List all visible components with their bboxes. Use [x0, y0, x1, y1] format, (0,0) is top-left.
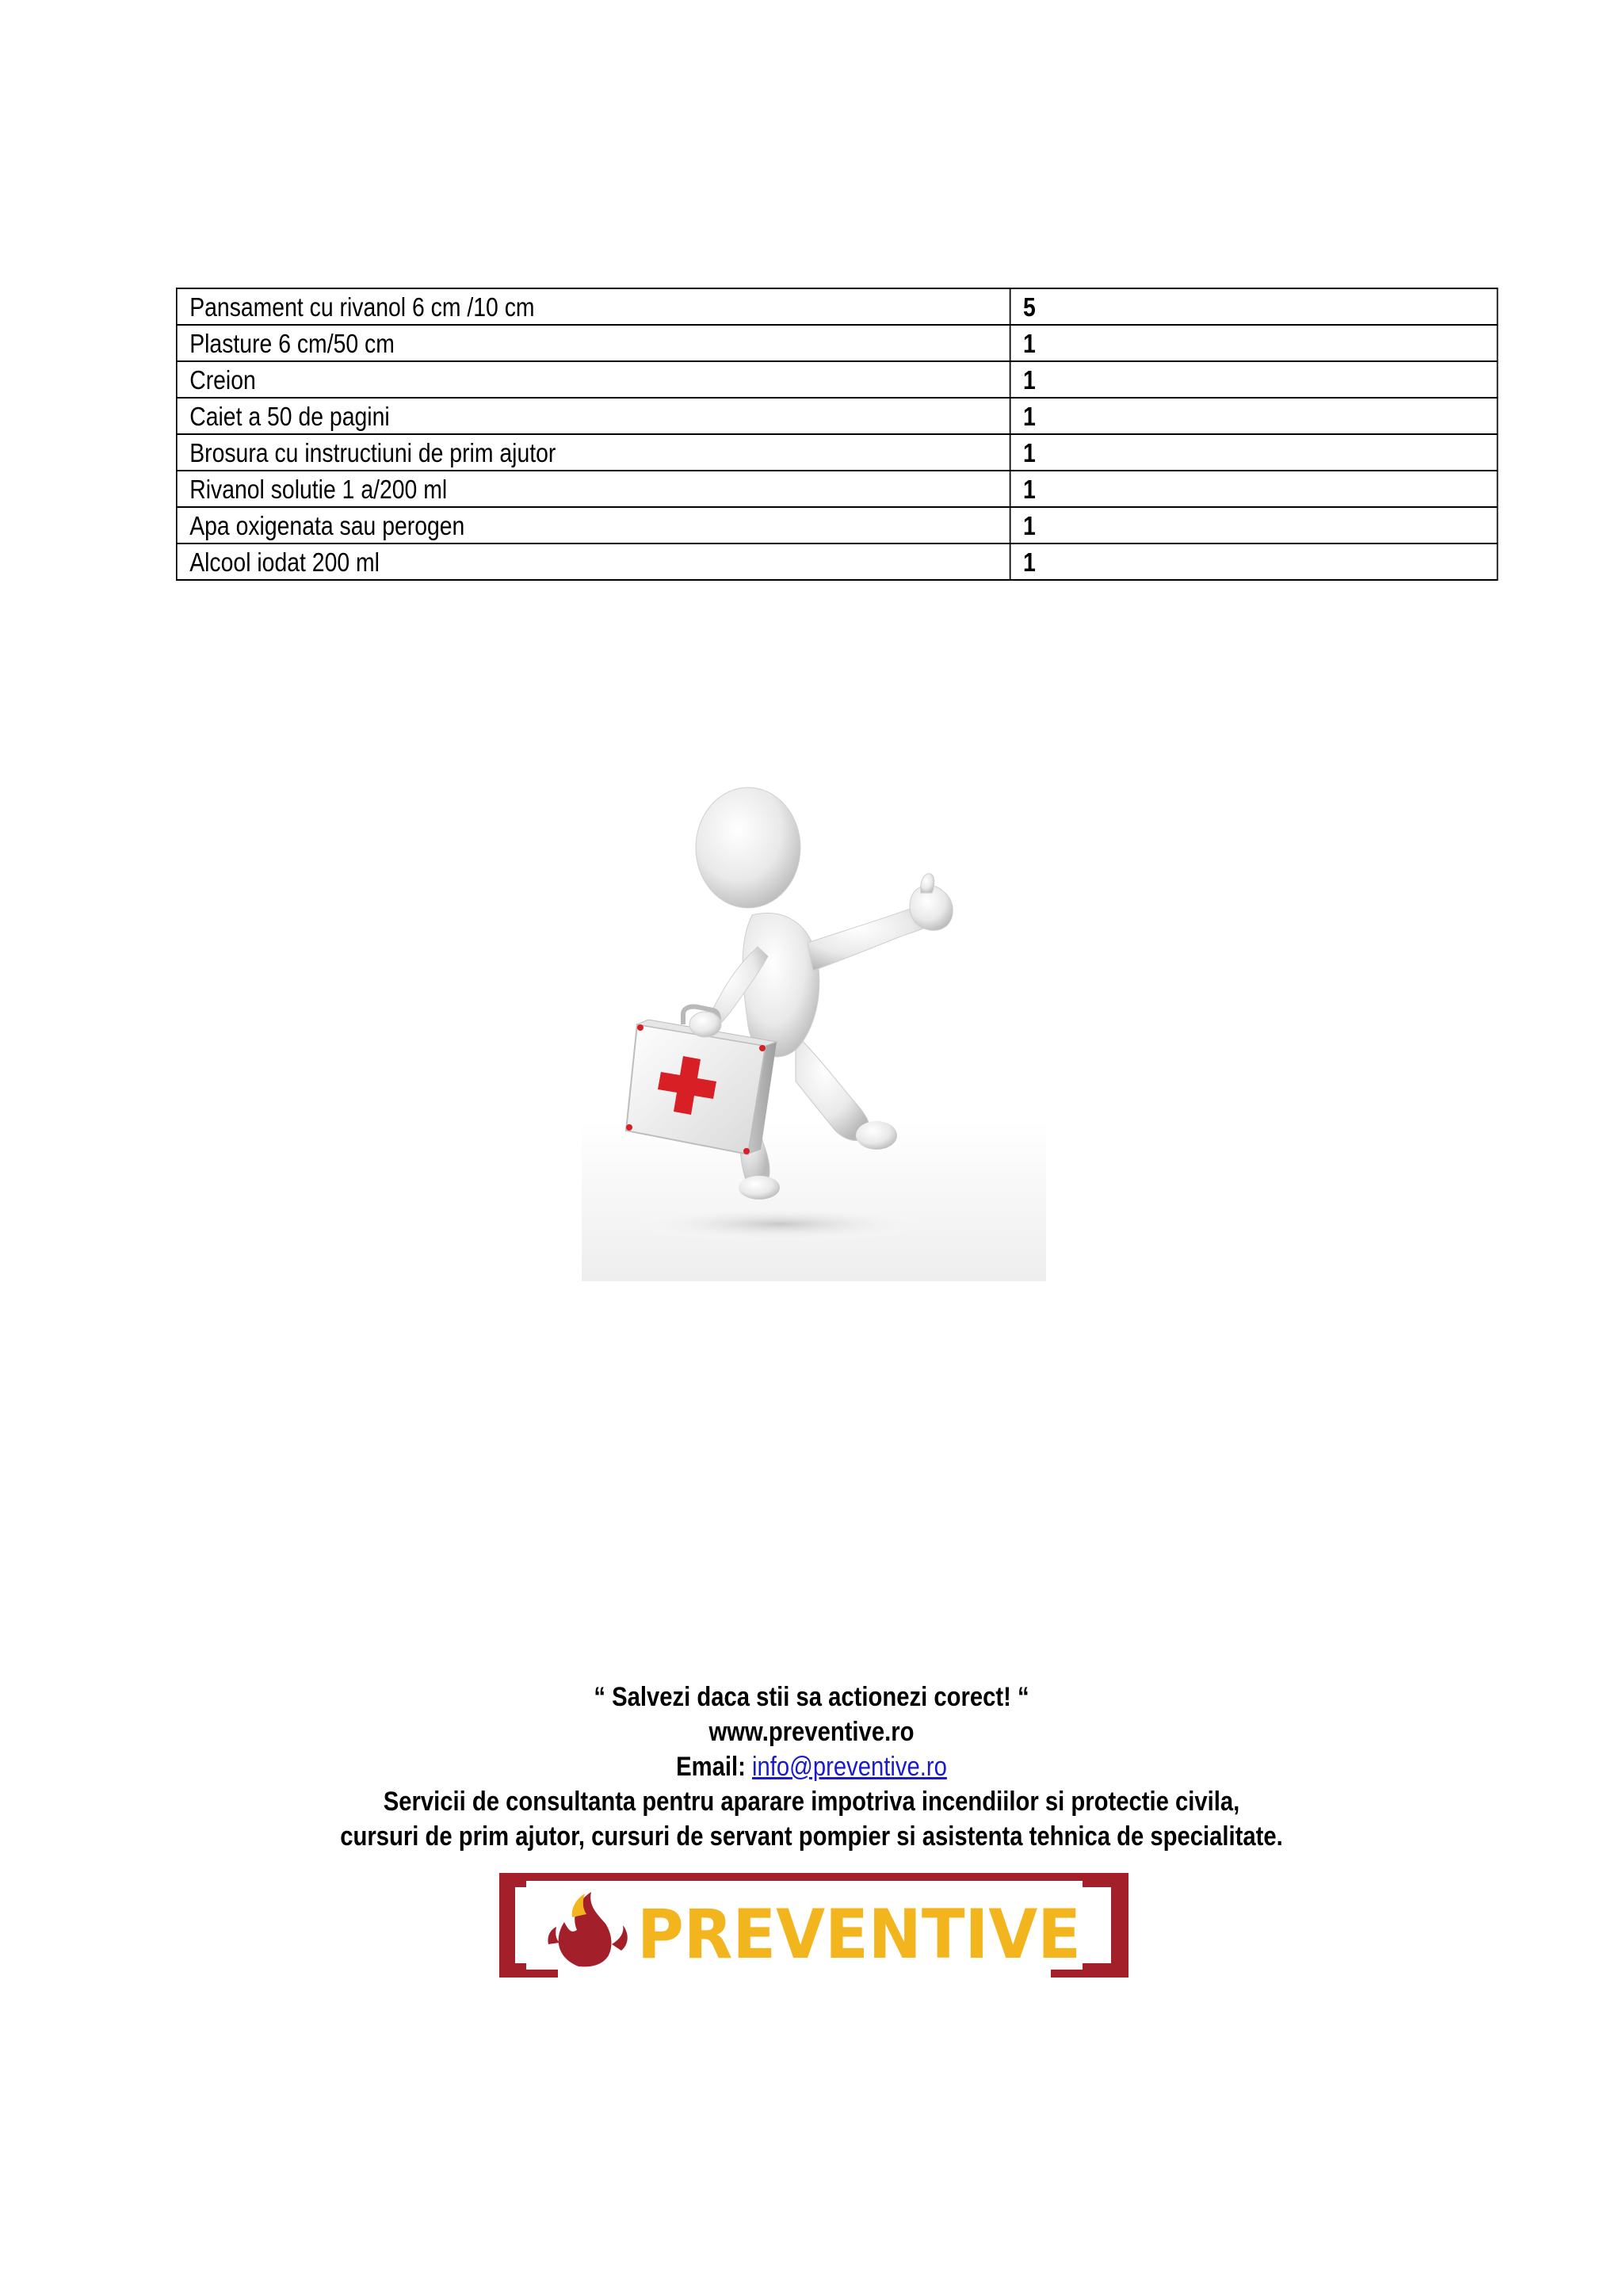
- table-row: [177, 471, 1497, 507]
- item-name: Rivanol solutie 1 a/200 ml: [177, 471, 1010, 507]
- logo-wordmark: PREVENTIVE: [637, 1895, 1081, 1974]
- logo-right-bracket: [1083, 1873, 1128, 1978]
- website-link[interactable]: www.preventive.ro: [708, 1717, 915, 1747]
- table-row: [177, 325, 1497, 361]
- torso-shape: [743, 913, 819, 1057]
- item-quantity: 1: [1010, 398, 1497, 434]
- item-name: Creion: [177, 361, 1010, 398]
- item-name: Plasture 6 cm/50 cm: [177, 325, 1010, 361]
- item-quantity: 1: [1010, 471, 1497, 507]
- email-line: [113, 1749, 1509, 1784]
- footer-contact-block: [0, 1680, 1623, 1854]
- floor-backdrop: [582, 1121, 1046, 1281]
- table-row: [177, 288, 1497, 325]
- table-row: [177, 543, 1497, 580]
- front-foot-shape: [739, 1176, 780, 1199]
- item-quantity: 1: [1010, 543, 1497, 580]
- logo-bottom-frame-left: [526, 1970, 558, 1978]
- item-quantity: 1: [1010, 434, 1497, 471]
- floor-shadow: [629, 1207, 930, 1241]
- item-name: Brosura cu instructiuni de prim ajutor: [177, 434, 1010, 471]
- preventive-logo: [493, 1867, 1135, 1984]
- email-link[interactable]: info@preventive.ro: [752, 1752, 947, 1782]
- table-row: [177, 434, 1497, 471]
- table-row: [177, 361, 1497, 398]
- item-name: Apa oxigenata sau perogen: [177, 507, 1010, 543]
- services-line-1: Servicii de consultanta pentru aparare impotriva incendiilor si protectie civila,: [383, 1787, 1240, 1817]
- table-row: [177, 507, 1497, 543]
- email-label: Email:: [676, 1752, 746, 1782]
- item-quantity: 1: [1010, 325, 1497, 361]
- logo-top-frame: [526, 1873, 1083, 1881]
- thumb-shape: [921, 874, 934, 893]
- head-shape: [696, 788, 800, 908]
- gripping-hand-shape: [689, 1012, 721, 1037]
- item-quantity: 1: [1010, 507, 1497, 543]
- item-quantity: 1: [1010, 361, 1497, 398]
- item-name: Alcool iodat 200 ml: [177, 543, 1010, 580]
- item-name: Pansament cu rivanol 6 cm /10 cm: [177, 288, 1010, 325]
- table-row: [177, 398, 1497, 434]
- back-foot-shape: [856, 1121, 897, 1150]
- first-aid-runner-illustration: [582, 772, 1046, 1281]
- flame-icon: [548, 1892, 627, 1966]
- logo-left-bracket: [499, 1873, 526, 1978]
- item-quantity: 5: [1010, 288, 1497, 325]
- item-name: Caiet a 50 de pagini: [177, 398, 1010, 434]
- services-line-2: cursuri de prim ajutor, cursuri de servant pompier si asistenta tehnica de specialitate.: [340, 1821, 1283, 1852]
- slogan: “ Salvezi daca stii sa actionezi corect! “: [594, 1682, 1029, 1712]
- supplies-table: [176, 288, 1498, 581]
